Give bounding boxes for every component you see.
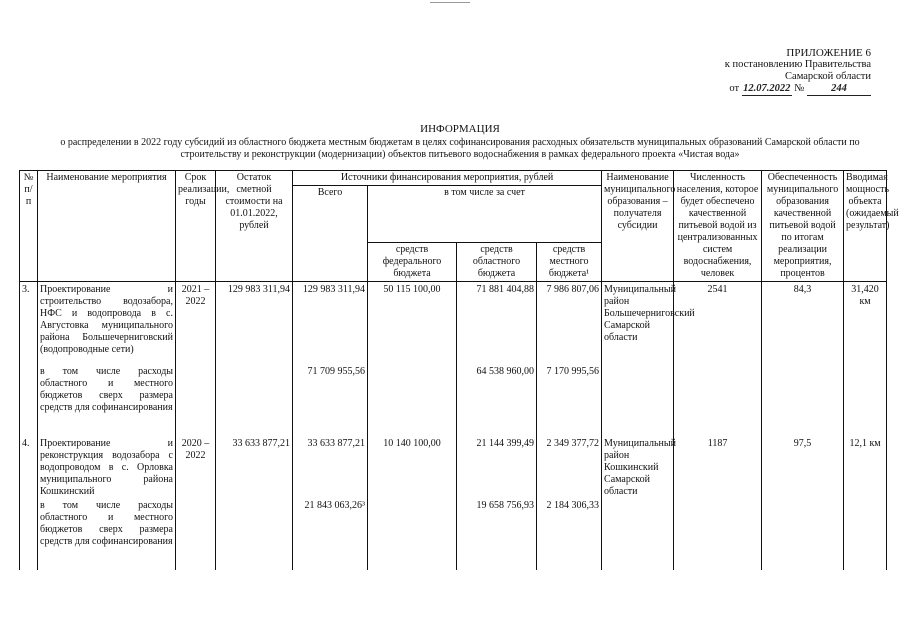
- cell-local: 2 349 377,72: [537, 436, 602, 500]
- table-row: [20, 500, 887, 570]
- header-including: в том числе за счет: [368, 186, 602, 243]
- appendix-block: [725, 47, 871, 96]
- cell-local: 7 986 807,06: [537, 282, 602, 367]
- cell-total: 129 983 311,94: [293, 282, 368, 367]
- cell-population: 2541: [674, 282, 762, 367]
- cell-local: 7 170 995,56: [537, 366, 602, 436]
- appendix-line-3: Самарской области: [785, 71, 871, 82]
- cell-num: 4.: [20, 436, 38, 500]
- header-local: средств местного бюджета¹: [537, 243, 602, 282]
- cell-capacity: 31,420 км: [844, 282, 887, 367]
- cell-recipient: [602, 366, 674, 436]
- table-row: [20, 366, 887, 436]
- number-prefix: №: [794, 83, 805, 94]
- cell-regional: 19 658 756,93: [457, 500, 537, 570]
- cell-federal: 10 140 100,00: [368, 436, 457, 500]
- header-num: № п/п: [20, 171, 38, 282]
- cell-total: 21 843 063,26³: [293, 500, 368, 570]
- cell-name: Проектирование и реконструкция водозабора с водопроводом в с. Орловка муниципального района Кошкинский: [38, 436, 176, 500]
- date-prefix: от: [729, 83, 740, 94]
- header-recipient: Наименование муниципального образования – получателя субсидии: [602, 171, 674, 282]
- header-remainder: Остаток сметной стоимости на 01.01.2022, рублей: [216, 171, 293, 282]
- cell-term: [176, 500, 216, 570]
- cell-regional: 71 881 404,88: [457, 282, 537, 367]
- appendix-date-line: [725, 83, 871, 96]
- cell-capacity: [844, 500, 887, 570]
- cell-num: [20, 366, 38, 436]
- cell-population: 1187: [674, 436, 762, 500]
- cell-population: [674, 366, 762, 436]
- cell-recipient: [602, 500, 674, 570]
- cell-remainder: 33 633 877,21: [216, 436, 293, 500]
- appendix-title: ПРИЛОЖЕНИЕ 6: [786, 47, 871, 59]
- cell-remainder: [216, 500, 293, 570]
- header-total: Всего: [293, 186, 368, 282]
- cell-share: 84,3: [762, 282, 844, 367]
- cell-population: [674, 500, 762, 570]
- cell-share: [762, 500, 844, 570]
- header-name: Наименование мероприятия: [38, 171, 176, 282]
- header-capacity: Вводимая мощность объекта (ожидаемый результат): [844, 171, 887, 282]
- cell-term: 2020 – 2022: [176, 436, 216, 500]
- document-description: о распределении в 2022 году субсидий из областного бюджета местным бюджетам в целях софинансирования расходных обязательств муниципальных образований Самарской области по строительству и реконструкции (модернизации) объектов питьевого водоснабжения в рамках федерального проекта «Чистая вода»: [60, 137, 860, 160]
- handwritten-number: 244: [807, 83, 871, 96]
- financing-table: [19, 170, 899, 570]
- appendix-line-2: к постановлению Правительства: [724, 59, 871, 70]
- cell-name: Проектирование и строительство водозабора, НФС и водопровода в с. Августовка муниципального района Большечерниговский (водопроводные сети): [38, 282, 176, 367]
- header-federal: средств федерального бюджета: [368, 243, 457, 282]
- cell-regional: 64 538 960,00: [457, 366, 537, 436]
- cell-capacity: [844, 366, 887, 436]
- cell-remainder: 129 983 311,94: [216, 282, 293, 367]
- header-regional: средств областного бюджета: [457, 243, 537, 282]
- cell-recipient: Муниципальный район Большечерниговский Самарской области: [602, 282, 674, 367]
- header-term: Срок реализации, годы: [176, 171, 216, 282]
- cell-remainder: [216, 366, 293, 436]
- table-row: [20, 436, 887, 500]
- cell-term: 2021 – 2022: [176, 282, 216, 367]
- cell-federal: [368, 366, 457, 436]
- cell-num: [20, 500, 38, 570]
- cell-num: 3.: [20, 282, 38, 367]
- cell-share: [762, 366, 844, 436]
- cell-federal: [368, 500, 457, 570]
- header-sources: Источники финансирования мероприятия, рублей: [293, 171, 602, 186]
- cell-total: 71 709 955,56: [293, 366, 368, 436]
- cell-recipient: Муниципальный район Кошкинский Самарской области: [602, 436, 674, 500]
- scan-artifact-line: [430, 2, 470, 3]
- header-population: Численность населения, которое будет обеспечено качественной питьевой водой из централизованных систем водоснабжения, человек: [674, 171, 762, 282]
- cell-local: 2 184 306,33: [537, 500, 602, 570]
- cell-capacity: 12,1 км: [844, 436, 887, 500]
- handwritten-date: 12.07.2022: [743, 83, 791, 94]
- cell-total: 33 633 877,21: [293, 436, 368, 500]
- cell-regional: 21 144 399,49: [457, 436, 537, 500]
- header-share: Обеспеченность муниципального образования качественной питьевой водой по итогам реализации мероприятия, процентов: [762, 171, 844, 282]
- cell-name: в том числе расходы областного и местного бюджетов сверх размера средств для софинансирования: [38, 366, 176, 436]
- table-row: [20, 282, 887, 367]
- cell-federal: 50 115 100,00: [368, 282, 457, 367]
- cell-term: [176, 366, 216, 436]
- cell-share: 97,5: [762, 436, 844, 500]
- document-title: ИНФОРМАЦИЯ: [420, 123, 500, 135]
- cell-name: в том числе расходы областного и местного бюджетов сверх размера средств для софинансирования: [38, 500, 176, 570]
